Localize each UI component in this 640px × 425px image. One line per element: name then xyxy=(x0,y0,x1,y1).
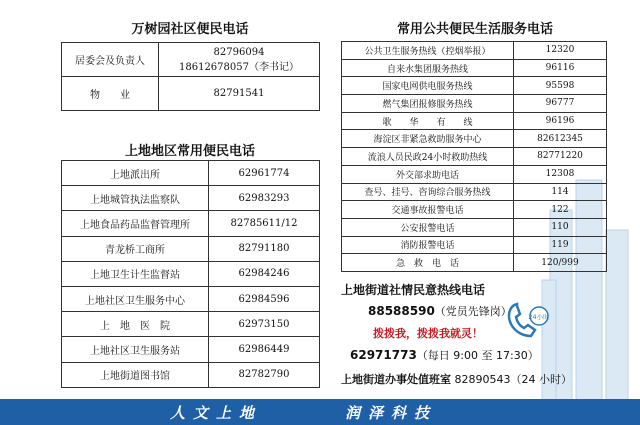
service-name: 外交部求助电话 xyxy=(342,165,514,183)
phone-24h-icon xyxy=(503,300,551,340)
service-name: 上地卫生计生监督站 xyxy=(62,261,209,286)
table-row xyxy=(342,77,607,95)
hotline-note-1: （党员先锋岗） xyxy=(434,305,512,318)
service-name: 公共卫生服务热线（控烟举报） xyxy=(342,42,514,60)
service-name: 查号、挂号、咨询综合服务热线 xyxy=(342,183,514,201)
public-table xyxy=(341,41,607,272)
service-phone: 82785611/12 xyxy=(209,211,320,236)
service-phone: 12308 xyxy=(514,165,607,183)
service-phone: 82771220 xyxy=(514,148,607,166)
residence-table xyxy=(61,42,320,111)
service-phone: 62983293 xyxy=(209,186,320,211)
duty-line xyxy=(341,371,572,387)
table-row xyxy=(342,42,607,60)
service-phone: 96196 xyxy=(514,112,607,130)
service-name: 燃气集团报修服务热线 xyxy=(342,95,514,113)
service-phone: 110 xyxy=(514,218,607,236)
badge-text: 24小时 xyxy=(528,313,550,321)
footer-bar xyxy=(0,399,640,425)
service-name: 上 地 医 院 xyxy=(62,312,209,337)
service-phone: 62961774 xyxy=(209,161,320,186)
service-name: 交通事故报警电话 xyxy=(342,201,514,219)
hotline-note-2: （每日 9:00 至 17:30） xyxy=(416,349,539,362)
residence-label: 居委会及负责人 xyxy=(62,43,159,77)
hotline-number-2: 62971773 xyxy=(350,348,417,362)
service-name: 海淀区非紧急救助服务中心 xyxy=(342,130,514,148)
service-phone: 82791180 xyxy=(209,236,320,261)
table-row xyxy=(62,211,320,236)
table-row xyxy=(342,130,607,148)
service-phone: 96777 xyxy=(514,95,607,113)
duty-note: （24 小时） xyxy=(510,373,572,386)
residence-label: 物 业 xyxy=(62,77,159,111)
service-name: 上地派出所 xyxy=(62,161,209,186)
service-name: 公安报警电话 xyxy=(342,218,514,236)
service-name: 国家电网供电服务热线 xyxy=(342,77,514,95)
table-row xyxy=(62,312,320,337)
service-phone: 62986449 xyxy=(209,337,320,362)
table-row xyxy=(62,261,320,286)
hotline-slogan: 拨拨我，拨拨我就灵！ xyxy=(373,327,483,340)
hotline-title: 上地街道社情民意热线电话 xyxy=(341,283,486,297)
residence-phone: 82791541 xyxy=(159,77,320,111)
service-name: 歌 华 有 线 xyxy=(342,112,514,130)
table-row xyxy=(62,186,320,211)
service-phone: 62973150 xyxy=(209,312,320,337)
table-row xyxy=(342,165,607,183)
hotline-line-1 xyxy=(368,303,512,319)
table-row xyxy=(342,148,607,166)
table-row xyxy=(62,362,320,387)
service-phone: 119 xyxy=(514,236,607,254)
service-name: 上地城管执法监察队 xyxy=(62,186,209,211)
shangdi-title: 上地地区常用便民电话 xyxy=(124,144,255,159)
service-phone: 12320 xyxy=(514,42,607,60)
residence-title: 万树园社区便民电话 xyxy=(131,22,249,37)
table-row xyxy=(62,77,320,111)
service-name: 青龙桥工商所 xyxy=(62,236,209,261)
service-phone: 82612345 xyxy=(514,130,607,148)
service-name: 自来水集团服务热线 xyxy=(342,59,514,77)
phone-line: 82796094 xyxy=(213,46,265,58)
duty-label: 上地街道办事处值班室 xyxy=(341,373,451,386)
service-phone: 120/999 xyxy=(514,254,607,272)
phone-line: 18612678057（李书记） xyxy=(179,61,299,73)
table-row xyxy=(342,95,607,113)
table-row xyxy=(62,43,320,77)
table-row xyxy=(342,183,607,201)
table-row xyxy=(342,218,607,236)
service-name: 流浪人员民政24小时救助热线 xyxy=(342,148,514,166)
table-row xyxy=(62,236,320,261)
footer-slogan-left: 人文上地 xyxy=(170,404,263,422)
table-row xyxy=(342,112,607,130)
service-phone: 62984596 xyxy=(209,286,320,311)
service-phone: 114 xyxy=(514,183,607,201)
service-phone: 122 xyxy=(514,201,607,219)
table-row xyxy=(62,161,320,186)
service-name: 急 救 电 话 xyxy=(342,254,514,272)
residence-phone xyxy=(159,43,320,77)
footer-slogan-right: 润泽科技 xyxy=(345,404,438,422)
service-name: 上地社区卫生服务中心 xyxy=(62,286,209,311)
table-row xyxy=(342,201,607,219)
table-row xyxy=(62,286,320,311)
table-row xyxy=(342,59,607,77)
service-name: 消防报警电话 xyxy=(342,236,514,254)
service-name: 上地社区卫生服务站 xyxy=(62,337,209,362)
service-phone: 95598 xyxy=(514,77,607,95)
public-title: 常用公共便民生活服务电话 xyxy=(396,22,553,37)
service-name: 上地街道图书馆 xyxy=(62,362,209,387)
service-phone: 96116 xyxy=(514,59,607,77)
shangdi-table xyxy=(61,160,320,388)
service-phone: 82782790 xyxy=(209,362,320,387)
table-row xyxy=(342,254,607,272)
table-row xyxy=(62,337,320,362)
hotline-number-1: 88588590 xyxy=(368,304,435,318)
service-phone: 62984246 xyxy=(209,261,320,286)
duty-number: 82890543 xyxy=(454,373,511,386)
service-name: 上地食品药品监督管理所 xyxy=(62,211,209,236)
hotline-line-2 xyxy=(350,347,539,363)
table-row xyxy=(342,236,607,254)
